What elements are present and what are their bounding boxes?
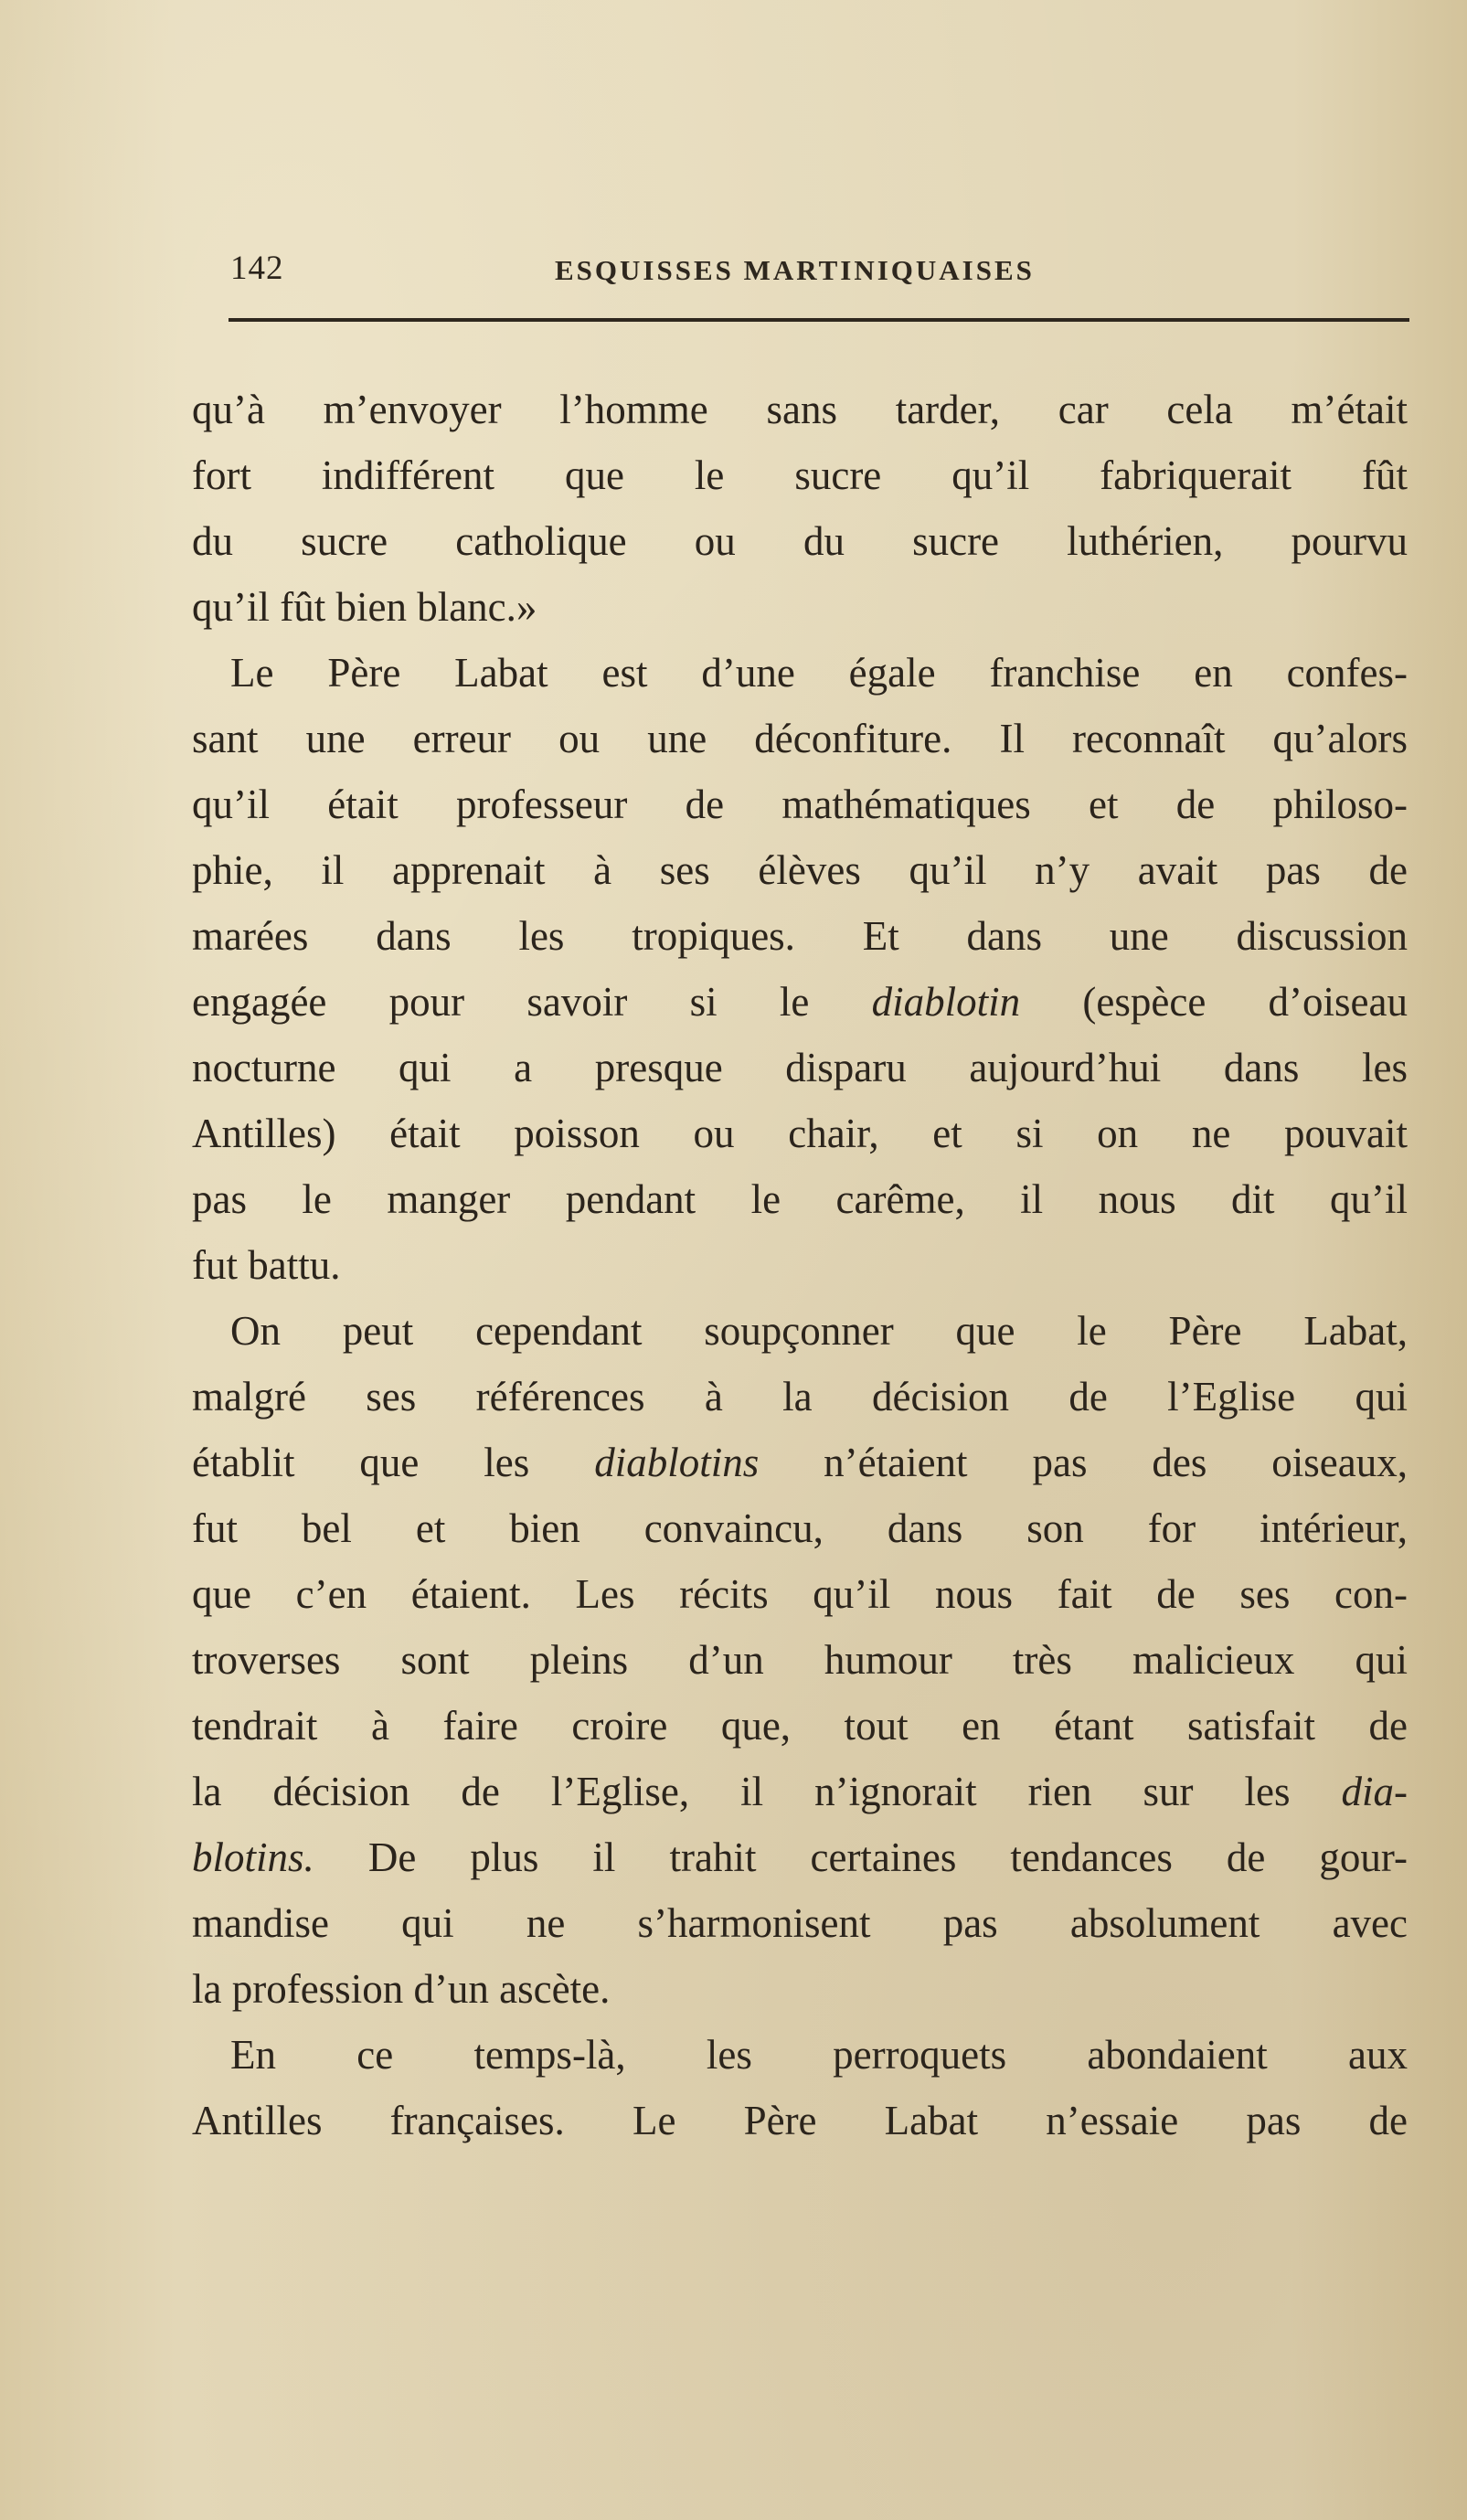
paragraph-start-line: En ce temps-là, les perroquets abondaient aux bbox=[230, 2032, 1408, 2078]
text-line: qu’il était professeur de mathématiques et de philoso- bbox=[192, 782, 1408, 827]
text-line: phie, il apprenait à ses élèves qu’il n’y avait pas de bbox=[192, 847, 1408, 893]
line-text: De plus il trahit certaines tendances de gour- bbox=[314, 1834, 1408, 1880]
text-line: que c’en étaient. Les récits qu’il nous fait de ses con- bbox=[192, 1571, 1408, 1617]
text-line: Antilles françaises. Le Père Labat n’essaie pas de bbox=[192, 2098, 1408, 2143]
line-text: n’étaient pas des oiseaux, bbox=[759, 1440, 1408, 1485]
text-line bbox=[192, 1824, 1408, 1890]
line-text: établit que les bbox=[192, 1440, 595, 1485]
text-line: nocturne qui a presque disparu aujourd’hui dans les bbox=[192, 1045, 1408, 1090]
text-line: qu’il fût bien blanc.» bbox=[192, 584, 537, 630]
page-header bbox=[230, 249, 1409, 294]
paragraph-start-line: On peut cependant soupçonner que le Père Labat, bbox=[230, 1308, 1408, 1354]
body-text bbox=[192, 377, 1408, 2153]
text-line: Antilles) était poisson ou chair, et si on ne pouvait bbox=[192, 1111, 1408, 1156]
text-line: du sucre catholique ou du sucre luthérien, pourvu bbox=[192, 518, 1408, 564]
italic-word: blotins. bbox=[192, 1834, 314, 1880]
text-line: la profession d’un ascète. bbox=[192, 1966, 611, 2012]
italic-word: diablotin bbox=[871, 979, 1021, 1025]
text-line: pas le manger pendant le carême, il nous dit qu’il bbox=[192, 1176, 1408, 1222]
text-line bbox=[192, 1430, 1408, 1495]
page-number: 142 bbox=[230, 250, 284, 287]
text-line: qu’à m’envoyer l’homme sans tarder, car cela m’était bbox=[192, 387, 1408, 432]
text-line bbox=[192, 1759, 1408, 1824]
running-title: ESQUISSES MARTINIQUAISES bbox=[555, 254, 1035, 286]
text-line: fut battu. bbox=[192, 1242, 341, 1288]
text-line: marées dans les tropiques. Et dans une discussion bbox=[192, 913, 1408, 959]
text-line bbox=[192, 969, 1408, 1035]
text-line: fut bel et bien convaincu, dans son for intérieur, bbox=[192, 1505, 1408, 1551]
line-text: engagée pour savoir si le bbox=[192, 979, 872, 1025]
italic-word: diablotins bbox=[594, 1440, 760, 1485]
italic-word: dia- bbox=[1341, 1769, 1408, 1814]
line-text: (espèce d’oiseau bbox=[1020, 979, 1408, 1025]
text-line: mandise qui ne s’harmonisent pas absolument avec bbox=[192, 1900, 1408, 1946]
paragraph-start-line: Le Père Labat est d’une égale franchise en confes- bbox=[230, 650, 1408, 696]
text-line: troverses sont pleins d’un humour très malicieux qui bbox=[192, 1637, 1408, 1683]
line-text: la décision de l’Eglise, il n’ignorait rien sur les bbox=[192, 1769, 1342, 1814]
text-line: tendrait à faire croire que, tout en étant satisfait de bbox=[192, 1703, 1408, 1749]
text-line: sant une erreur ou une déconfiture. Il reconnaît qu’alors bbox=[192, 716, 1408, 761]
text-line: fort indifférent que le sucre qu’il fabriquerait fût bbox=[192, 452, 1408, 498]
text-line: malgré ses références à la décision de l’Eglise qui bbox=[192, 1374, 1408, 1419]
header-rule bbox=[229, 318, 1409, 322]
